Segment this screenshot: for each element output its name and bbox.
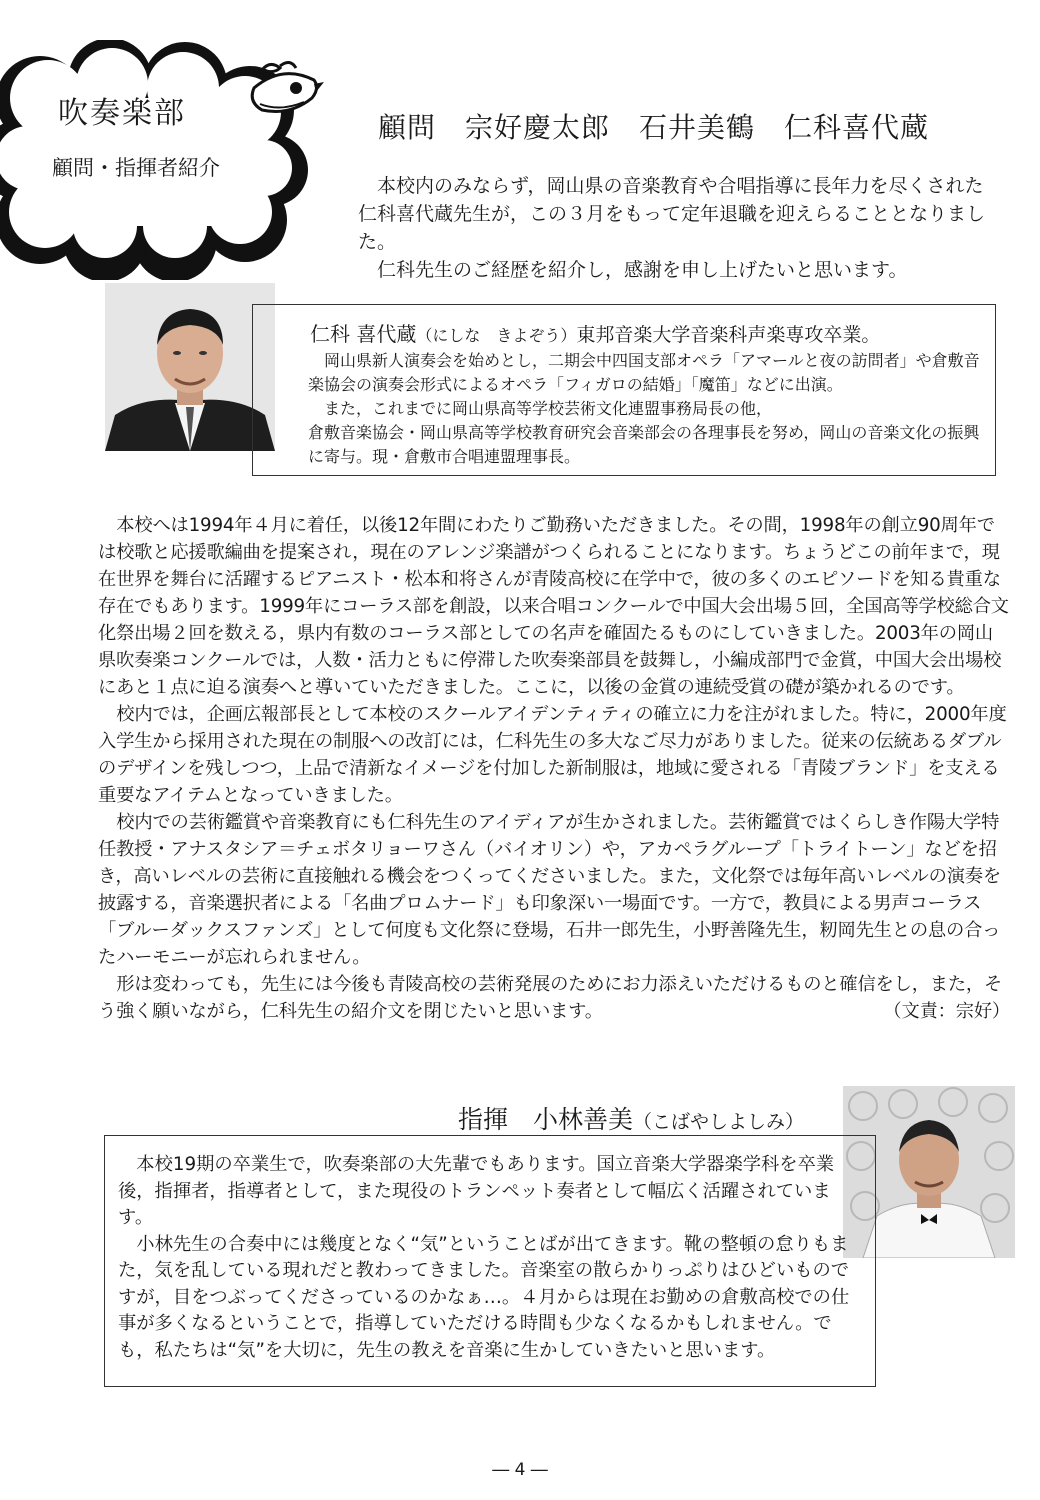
closing-text: 形は変わっても，先生には今後も青陵高校の芸術発展のためにお力添えいただけるものと確信をし，また，そう強く願いながら，仁科先生の紹介文を閉じたいと思います。 <box>98 974 1003 1022</box>
article-paragraph: 本校へは1994年４月に着任，以後12年間にわたりご勤務いただきました。その間，1998年の創立90周年では校歌と応援歌編曲を提案され，現在のアレンジ楽譜がつくられることになります。ちょうどこの前年まで，現在世界を舞台に活躍するピアニスト・松本和将さんが青陵高校に在学中で，彼の多くのエピソードを知る貴重な存在でもあります。1999年にコーラス部を創設，以来合唱コンクールで中国大会出場５回，全国高等学校総合文化祭出場２回を数える，県内有数のコーラス部としての名声を確固たるものにしていきました。2003年の岡山県吹奏楽コンクールでは，人数・活力ともに停滞した吹奏楽部員を鼓舞し，小編成部門で金賞，中国大会出場校にあと１点に迫る演奏へと導いていただきました。ここに，以後の金賞の連続受賞の礎が築かれるのです。 <box>98 515 1009 698</box>
article-credit: （文責：宗好） <box>883 1001 1010 1022</box>
profile-reading: （にしな きよぞう） <box>416 326 577 345</box>
article-paragraph: 校内での芸術鑑賞や音楽教育にも仁科先生のアイディアが生かされました。芸術鑑賞ではくらしき作陽大学特任教授・アナスタシア＝チェボタリョーワさん（バイオリン）や，アカペラグループ「トライトーン」などを招き，高いレベルの芸術に直接触れる機会をつくってくださいました。また，文化祭では毎年高いレベルの演奏を披露する，音楽選択者による「名曲プロムナード」も印象深い一場面です。一方で，教員による男声コーラス「ブルーダックスファンズ」として何度も文化祭に登場，石井一郎先生，小野善隆先生，籾岡先生との息の合ったハーモニーが忘れられません。 <box>98 812 1001 968</box>
conductor-heading <box>458 1100 804 1136</box>
nishina-photo <box>105 283 275 451</box>
conductor-paragraph: 小林先生の合奏中には幾度となく“気”ということばが出てきます。靴の整頓の怠りもまた，気を乱している現れだと教わってきました。音楽室の散らかりっぷりはひどいものですが，目をつぶってくださっているのかなぁ…。４月からは現在お勤めの倉敷高校での仕事が多くなるということで，指導していただける時間も少なくなるかもしれません。でも，私たちは“気”を大切に，先生の教えを音楽に生かしていきたいと思います。 <box>118 1233 850 1361</box>
intro-paragraph: 本校内のみならず，岡山県の音楽教育や合唱指導に長年力を尽くされた仁科喜代蔵先生が，この３月をもって定年退職を迎えらることとなりました。 <box>358 175 986 253</box>
advisors-heading: 顧問 宗好慶太郎 石井美鶴 仁科喜代蔵 <box>378 111 930 144</box>
club-subtitle: 顧問・指揮者紹介 <box>52 156 220 180</box>
profile-paragraph: 岡山県新人演奏会を始めとし，二期会中四国支部オペラ「アマールと夜の訪問者」や倉敷音楽協会の演奏会形式によるオペラ「フィガロの結婚」「魔笛」などに出演。 <box>308 351 980 394</box>
profile-paragraph: 倉敷音楽協会・岡山県高等学校教育研究会音楽部会の各理事長を努め，岡山の音楽文化の振興に寄与。現・倉敷市合唱連盟理事長。 <box>308 423 980 466</box>
conductor-body <box>118 1152 860 1364</box>
conductor-name: 小林善美 <box>533 1105 634 1134</box>
intro-text <box>358 172 998 284</box>
profile-name: 仁科 喜代蔵 <box>310 322 417 346</box>
profile-body <box>308 349 988 469</box>
profile-paragraph: また，これまでに岡山県高等学校芸術文化連盟事務局長の他， <box>324 399 773 418</box>
conductor-reading: （こばやしよしみ） <box>633 1111 805 1133</box>
page-number: ― 4 ― <box>492 1460 548 1480</box>
article-paragraph <box>98 971 1010 1025</box>
profile-education: 東邦音楽大学音楽科声楽専攻卒業。 <box>576 324 881 346</box>
article-paragraph: 校内では，企画広報部長として本校のスクールアイデンティティの確立に力を注がれました。特に，2000年度入学生から採用された現在の制服への改訂には，仁科先生の多大なご尽力がありました。従来の伝統あるダブルのデザインを残しつつ，上品で清新なイメージを付加した新制服は，地域に愛される「青陵ブランド」を支える重要なアイテムとなっていきました。 <box>98 704 1007 806</box>
club-title: 吹奏楽部 <box>58 96 186 131</box>
profile-heading <box>310 318 880 347</box>
intro-paragraph: 仁科先生のご経歴を紹介し，感謝を申し上げたいと思います。 <box>377 259 908 281</box>
conductor-role: 指揮 <box>458 1105 509 1134</box>
conductor-paragraph: 本校19期の卒業生で，吹奏楽部の大先輩でもあります。国立音楽大学器楽学科を卒業後，指揮者，指導者として，また現役のトランペット奏者として幅広く活躍されています。 <box>118 1154 835 1228</box>
article-body <box>98 512 1010 1025</box>
bird-mascot-icon <box>240 58 324 124</box>
